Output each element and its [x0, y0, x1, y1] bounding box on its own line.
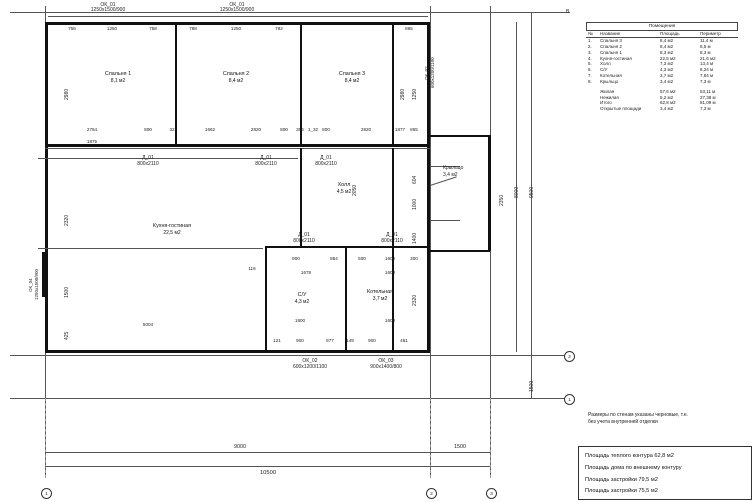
door-label-1-code: Д_01: [142, 155, 154, 161]
note-line-2: без учета внутренней отделки: [588, 419, 658, 425]
dim-v-11: 425: [64, 331, 70, 340]
room-area: 8,4 м2: [228, 78, 244, 84]
cell-perimeter: 7,3 м: [700, 78, 711, 84]
cell-number: 7.: [588, 72, 592, 78]
floor-line-kitchen-bottom: [48, 248, 263, 249]
opening-label-ok03-code: ОК_03: [378, 358, 394, 364]
door-label-2-code: Д_01: [260, 155, 272, 161]
table-summary-row: [586, 100, 738, 106]
dim-room-4: 2820: [250, 127, 262, 132]
cell-perimeter: 8,24 м: [700, 67, 714, 73]
wall-wc-left: [265, 246, 267, 353]
summary-area: 3,4 м2: [660, 106, 674, 112]
summary-perimeter: 7,3 м: [700, 106, 711, 112]
dim-overall-10500: 10500: [259, 470, 277, 476]
cell-area: 3,7 м2: [660, 72, 674, 78]
table-summary-row: [586, 94, 738, 100]
axis-marker-2: 2: [426, 488, 437, 499]
opening-label-ok02-size: 600x1200/1100: [292, 364, 328, 370]
porch-top: [430, 135, 490, 137]
dim-chain-top: [48, 16, 428, 17]
room-name: С/У: [297, 292, 307, 298]
dim-mid-15: 900: [368, 338, 376, 343]
dim-room-5: 800: [280, 127, 288, 132]
dim-room-9: 2820: [360, 127, 372, 132]
axis-marker-right-2: 2: [564, 351, 575, 362]
room-name: Спальня 2: [222, 71, 250, 77]
dim-v-1: 2980: [400, 88, 406, 100]
wall-partition-bed2-bed3: [300, 22, 302, 144]
dim-mid-14: 149: [346, 338, 354, 343]
cell-number: 6.: [588, 67, 592, 73]
opening-label-ok01-a-code: ОК_01: [100, 2, 116, 8]
dim-room-10: 1877: [394, 127, 406, 132]
door-label-3-size: 800x2110: [315, 161, 337, 167]
room-area: 4,5 м2: [336, 189, 352, 195]
porch-right: [488, 135, 491, 251]
opening-label-ok04-code: ОК_04: [28, 278, 33, 292]
dim-mid-11: 121: [273, 338, 281, 343]
cell-area: 7,3 м2: [660, 61, 674, 67]
dim-mid-5: 300: [410, 256, 418, 261]
summary-area: 57,6 м2: [660, 89, 676, 95]
cell-number: 8.: [588, 78, 592, 84]
room-name: Спальня 1: [104, 71, 132, 77]
dim-room-6: 356: [296, 127, 304, 132]
dim-mid-4: 1600: [384, 256, 396, 261]
opening-label-ok04-size: 1250x1500/900: [34, 268, 39, 300]
cell-name: Холл: [600, 61, 611, 67]
dim-room-7: 1_32: [307, 127, 319, 132]
door-label-1-size: 800x2110: [137, 161, 159, 167]
dim-overall-1500: 1500: [454, 444, 466, 450]
summary-perimeter: 27,38 м: [700, 94, 716, 100]
summary-line-1: Площадь теплого контура 62,8 м2: [585, 453, 674, 459]
dim-v-8: 2350: [499, 194, 505, 206]
door-label-2-size: 800x2110: [255, 161, 277, 167]
dim-mid-2: 884: [330, 256, 338, 261]
room-label-bedroom-1: [105, 71, 131, 85]
dim-mid-8: 5004: [142, 322, 154, 327]
summary-label: Открытые площади: [600, 106, 642, 112]
cell-perimeter: 8,5 м: [700, 43, 711, 49]
table-summary-row: [586, 84, 738, 94]
cell-area: 22,5 м2: [660, 55, 676, 61]
th-name: Название: [598, 31, 658, 38]
axis-marker-v: В: [566, 9, 570, 15]
wall-interior-bedrooms-bottom: [45, 144, 430, 147]
dim-mid-9: 1800: [294, 318, 306, 323]
dim-mid-0: 116: [248, 266, 256, 271]
room-name: Котельная: [366, 289, 394, 295]
porch-bottom: [430, 250, 490, 252]
summary-line-4: Площадь застройки 75,5 м2: [585, 488, 658, 494]
room-area: 4,3 м2: [294, 299, 310, 305]
dim-top-1: 1250: [106, 26, 118, 31]
dim-v-4: 1000: [412, 198, 418, 210]
door-label-5-code: Д_01: [386, 232, 398, 238]
window-left-wall: [42, 252, 45, 297]
cell-perimeter: 13,4 м: [700, 61, 714, 67]
wall-exterior-bottom: [45, 350, 430, 353]
room-name: Спальня 3: [338, 71, 366, 77]
dim-v-10: 1500: [64, 286, 70, 298]
wall-exterior-top: [45, 22, 430, 25]
wall-wc-right: [345, 246, 347, 353]
room-label-kitchen-living: [153, 223, 191, 237]
opening-label-ok01-a-size: 1250x1500/900: [90, 7, 126, 13]
dim-overall-1500-right: 1500: [529, 380, 535, 392]
room-area: 8,4 м2: [344, 78, 360, 84]
opening-label-ok03-size: 900x1400/800: [370, 364, 402, 370]
dim-line-10500: [45, 466, 490, 467]
dim-overall-9500: 9500: [529, 186, 535, 198]
dim-v-9: 2320: [412, 294, 418, 306]
door-label-5-size: 800x2110: [381, 238, 403, 244]
summary-label: Жилая: [600, 89, 615, 95]
dim-top-0: 756: [68, 26, 76, 31]
th-number: №: [586, 31, 598, 38]
dim-overall-8000: 8000: [514, 186, 520, 198]
room-label-bedroom-3: [339, 71, 365, 85]
dim-mid-12: 900: [296, 338, 304, 343]
room-label-boiler: [367, 289, 393, 303]
summary-area: 62,8 м2: [660, 100, 676, 106]
cell-name: Спальня 2: [600, 43, 622, 49]
cell-number: 3.: [588, 49, 592, 55]
area-summary-box: [578, 446, 752, 500]
callout-porch-name: Крыльцо: [443, 165, 464, 171]
dim-v-2: 1250: [412, 88, 418, 100]
cell-name: Крыльцо: [600, 78, 619, 84]
dim-mid-1: 900: [292, 256, 300, 261]
grid-axis-2h: [10, 355, 570, 356]
dim-v-0: 2980: [64, 88, 70, 100]
dim-top-4: 1250: [230, 26, 242, 31]
room-area: 8,1 м2: [110, 78, 126, 84]
porch-step-2: [430, 220, 460, 221]
dim-room-12: 1875: [86, 139, 98, 144]
dim-room-11: 865: [410, 127, 418, 132]
dim-v-5: 1400: [412, 232, 418, 244]
summary-line-2: Площадь дома по внешнему контуру: [585, 465, 682, 471]
cell-name: Спальня 1: [600, 49, 622, 55]
cell-name: С/У: [600, 67, 608, 73]
cell-name: Кухня-гостиная: [600, 55, 632, 61]
cell-area: 8,4 м2: [660, 38, 674, 44]
cell-number: 1.: [588, 38, 592, 44]
dim-mid-13: 877: [326, 338, 334, 343]
dim-top-6: 865: [405, 26, 413, 31]
axis-marker-1: 1: [41, 488, 52, 499]
wall-partition-bed3-right: [392, 22, 394, 144]
room-area: 22,5 м2: [163, 230, 181, 236]
cell-area: 8,4 м2: [660, 43, 674, 49]
room-name: Холл: [337, 182, 351, 188]
door-label-4-size: 800x2110: [293, 238, 315, 244]
axis-marker-3: 3: [486, 488, 497, 499]
dim-room-1: 800: [144, 127, 152, 132]
cell-number: 2.: [588, 43, 592, 49]
summary-line-3: Площадь застройки 79,5 м2: [585, 477, 658, 483]
cell-area: 3,4 м2: [660, 78, 674, 84]
dim-line-9000: [45, 452, 430, 453]
cell-perimeter: 8,3 м: [700, 49, 711, 55]
wall-hall-bottom: [265, 246, 430, 248]
wall-interior-bedrooms-bottom-edge: [45, 148, 430, 149]
dim-top-3: 788: [189, 26, 197, 31]
dim-mid-7: 1600: [384, 270, 396, 275]
dim-line-1500-bottom: [430, 452, 490, 453]
tick-left-a: [38, 158, 50, 159]
grid-extension-right: [490, 398, 491, 478]
dim-top-5: 782: [275, 26, 283, 31]
grid-axis-1h: [10, 398, 570, 399]
table-row: [586, 55, 738, 61]
summary-label: Итого: [600, 100, 612, 106]
cell-area: 8,3 м2: [660, 49, 674, 55]
room-label-wc: [295, 292, 310, 306]
th-area: Площадь: [658, 31, 698, 38]
room-schedule-table: [586, 22, 738, 111]
note-line-1: Размеры по стенам указаны черновые, т.е.: [588, 412, 689, 418]
dim-mid-16: 451: [400, 338, 408, 343]
cell-number: 5.: [588, 61, 592, 67]
summary-perimeter: 53,11 м: [700, 89, 716, 95]
summary-perimeter: 81,09 м: [700, 100, 716, 106]
th-perimeter: Периметр: [698, 31, 738, 38]
dim-room-3: 1662: [204, 127, 216, 132]
cell-perimeter: 7,84 м: [700, 72, 714, 78]
dim-mid-6: 1678: [300, 270, 312, 275]
opening-label-ok02-right-code: ОК_02: [424, 66, 429, 80]
table-title: Помещения: [586, 22, 738, 30]
room-area: 3,7 м2: [372, 296, 388, 302]
cell-area: 4,3 м2: [660, 67, 674, 73]
opening-label-ok02-code: ОК_02: [302, 358, 318, 364]
cell-perimeter: 11,4 м: [700, 38, 713, 44]
cell-number: 4.: [588, 55, 592, 61]
dim-v-3: 604: [412, 175, 418, 184]
dim-line-9500: [531, 12, 532, 355]
dim-room-2: 32: [169, 127, 175, 132]
wall-exterior-left: [45, 22, 48, 353]
dim-overall-9000: 9000: [234, 444, 246, 450]
table-header-row: [586, 31, 738, 38]
cell-name: Спальня 3: [600, 38, 622, 44]
room-label-bedroom-2: [223, 71, 249, 85]
callout-porch-area: 3,4 м2: [443, 172, 458, 178]
dim-v-6: 2320: [64, 214, 70, 226]
opening-label-ok01-b-size: 1250x1500/900: [219, 7, 255, 13]
dim-top-2: 758: [149, 26, 157, 31]
tick-left-b: [38, 248, 50, 249]
cell-name: Котельная: [600, 72, 622, 78]
dim-mid-3: 500: [358, 256, 366, 261]
door-label-4-code: Д_01: [298, 232, 310, 238]
room-label-hall: [337, 182, 352, 196]
dim-room-8: 800: [322, 127, 330, 132]
dim-room-0: 2764: [86, 127, 98, 132]
opening-label-ok01-b-code: ОК_01: [229, 2, 245, 8]
door-label-3-code: Д_01: [320, 155, 332, 161]
summary-label: Нежилая: [600, 94, 619, 100]
room-name: Кухня-гостиная: [152, 223, 192, 229]
summary-area: 5,2 м2: [660, 94, 674, 100]
cell-perimeter: 21,6 м2: [700, 55, 716, 61]
dim-v-7: 2050: [352, 184, 358, 196]
table-summary-row: [586, 106, 738, 112]
axis-marker-right-1: 1: [564, 394, 575, 405]
wall-partition-bed1-bed2: [175, 22, 177, 144]
opening-label-ok02-right-size: 600x1200/1100: [430, 57, 435, 88]
dim-mid-10: 1600: [384, 318, 396, 323]
